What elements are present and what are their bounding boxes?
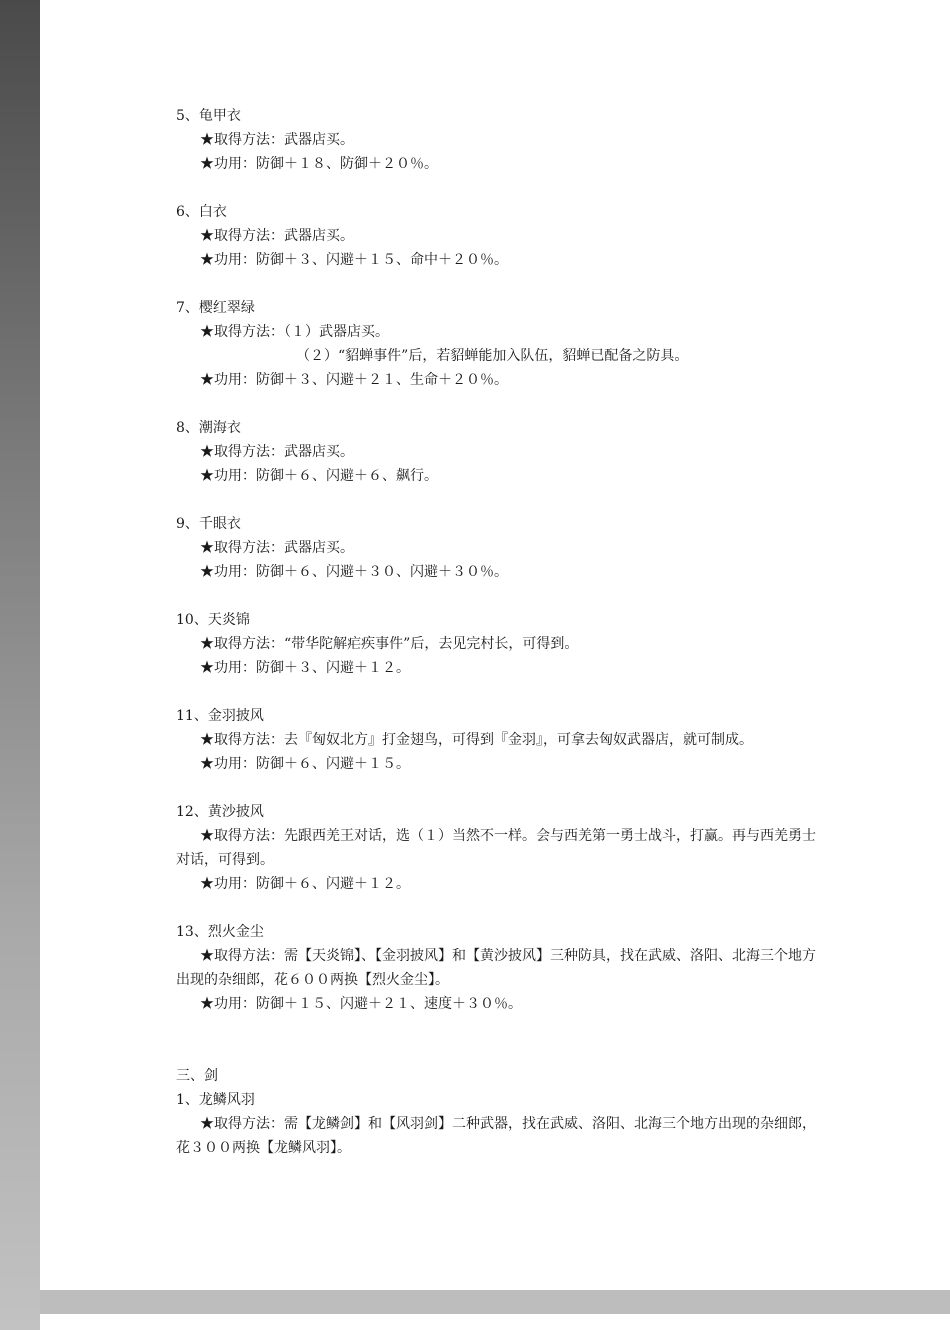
item-effect: ★功用：防御＋３、闪避＋２１、生命＋２０％。: [200, 372, 508, 388]
item-title: 9、千眼衣: [176, 516, 241, 532]
item-effect: ★功用：防御＋６、闪避＋３０、闪避＋３０％。: [200, 564, 508, 580]
item-obtain-method: ★取得方法：去『匈奴北方』打金翅鸟，可得到『金羽』，可拿去匈奴武器店，就可制成。: [200, 732, 753, 748]
item-title: 11、金羽披风: [176, 708, 264, 724]
item-effect: ★功用：防御＋６、闪避＋１２。: [200, 876, 410, 892]
item-obtain-method: ★取得方法：武器店买。: [200, 540, 354, 556]
bottom-page-edge: [40, 1314, 950, 1330]
item-obtain-method: ★取得方法：先跟西羌王对话，选（１）当然不一样。会与西羌第一勇士战斗，打赢。再与西羌勇士对话，可得到。: [176, 828, 816, 868]
item-effect: ★功用：防御＋６、闪避＋１５。: [200, 756, 410, 772]
item-effect: ★功用：防御＋１５、闪避＋２１、速度＋３０％。: [200, 996, 522, 1012]
list-item: [176, 704, 828, 776]
item-title: 8、潮海衣: [176, 420, 241, 436]
item-obtain-method: ★取得方法：需【龙鳞剑】和【风羽剑】二种武器，找在武威、洛阳、北海三个地方出现的杂细郎，花３００两换【龙鳞风羽】。: [176, 1116, 816, 1156]
document-body: [176, 104, 828, 1160]
item-title: 6、白衣: [176, 204, 227, 220]
list-item: [176, 104, 828, 176]
bottom-margin-band: [40, 1290, 950, 1314]
item-obtain-method: ★取得方法：武器店买。: [200, 228, 354, 244]
item-effect: ★功用：防御＋３、闪避＋１５、命中＋２０％。: [200, 252, 508, 268]
item-title: 5、龟甲衣: [176, 108, 241, 124]
item-title: 1、龙鳞风羽: [176, 1092, 255, 1108]
list-item: [176, 608, 828, 680]
item-effect: ★功用：防御＋３、闪避＋１２。: [200, 660, 410, 676]
list-item: [176, 920, 828, 1016]
item-title: 7、樱红翠绿: [176, 300, 255, 316]
item-obtain-method: ★取得方法：武器店买。: [200, 444, 354, 460]
section-heading: 三、剑: [176, 1068, 218, 1084]
item-obtain-method: ★取得方法：（１）武器店买。: [200, 324, 389, 340]
item-obtain-method: ★取得方法：需【天炎锦】、【金羽披风】和【黄沙披风】三种防具，找在武威、洛阳、北海三个地方出现的杂细郎，花６００两换【烈火金尘】。: [176, 948, 816, 988]
item-title: 12、黄沙披风: [176, 804, 264, 820]
section-swords: [176, 1064, 828, 1160]
item-obtain-method: ★取得方法：武器店买。: [200, 132, 354, 148]
item-effect: ★功用：防御＋６、闪避＋６、飙行。: [200, 468, 438, 484]
list-item: [176, 296, 828, 392]
item-obtain-method: ★取得方法：“带华陀解疟疾事件”后，去见完村长，可得到。: [200, 636, 579, 652]
section-spacer: [176, 1040, 828, 1064]
list-item: [176, 800, 828, 896]
list-item: [176, 512, 828, 584]
list-item: [176, 416, 828, 488]
item-title: 10、天炎锦: [176, 612, 250, 628]
item-effect: ★功用：防御＋１８、防御＋２０％。: [200, 156, 438, 172]
list-item: [176, 200, 828, 272]
left-margin-bar: [0, 0, 40, 1330]
item-title: 13、烈火金尘: [176, 924, 264, 940]
item-obtain-method-extra: （２）“貂蝉事件”后，若貂蝉能加入队伍，貂蝉已配备之防具。: [296, 348, 689, 364]
